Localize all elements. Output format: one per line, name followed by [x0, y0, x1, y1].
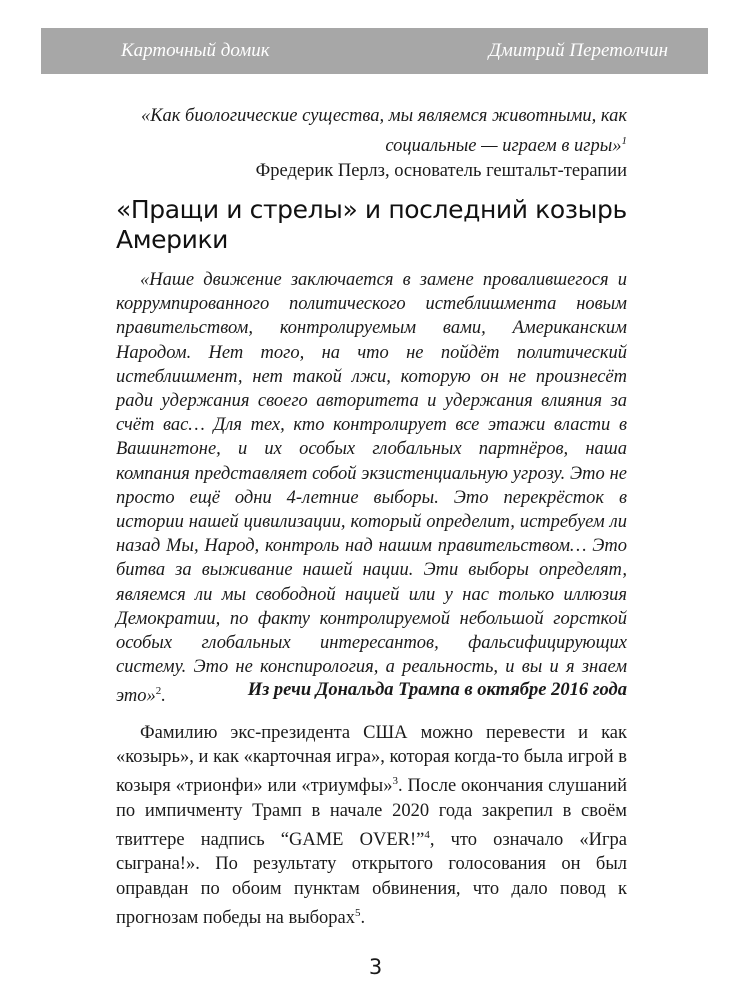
body-paragraph: [116, 721, 627, 930]
epigraph-quote-line: [100, 104, 627, 159]
header-book-title: Карточный домик: [121, 40, 270, 61]
body-segment-1: Фамилию экс-президента США можно перевести и как «козырь», и как «карточная игра», которая когда-то была игрой в козыря «трионфи» или «триумфы»: [116, 723, 627, 797]
body-segment-3: , что означало «Игра сыграна!». По результату открытого голосования он был оправдан по обоим пунктам обвинения, что дало повод к прогнозам победы на выборах: [116, 830, 627, 928]
footnote-ref-3: 3: [392, 775, 398, 788]
trump-quote-paragraph: [116, 268, 627, 709]
body-text: [116, 721, 627, 930]
page-number: 3: [368, 955, 383, 979]
quote-source: Из речи Дональда Трампа в октябре 2016 года: [247, 680, 627, 700]
trump-quote-footnote-ref: 2: [155, 685, 162, 698]
chapter-title: «Пращи и стрелы» и последний козырь Америки: [116, 195, 627, 254]
running-header: [41, 28, 708, 74]
footnote-ref-5: 5: [355, 906, 361, 919]
epigraph-quote: «Как биологические существа, мы являемся животными, как социальные — играем в игры»: [140, 106, 627, 157]
body-segment-2: . После окончания слушаний по импичменту Трамп в начале 2020 года закрепил в своём твиттере надпись “GAME OVER!”: [116, 776, 627, 851]
trump-quote-text: «Наше движение заключается в замене провалившегося и коррумпированного политического истеблишмента новым правительством, контролируемым вами, Американским Народом. Нет того, на что не пойдёт политический истеблишмент, нет такой лжи, которую он не произнесёт ради удержания своего авторитета и удержания влияния за счёт вас… Для тех, кто контролирует все этажи власти в Вашингтоне, и их особых глобальных партнёров, наша компания представляет собой экзистенциальную угрозу. Это не просто ещё одни 4-летние выборы. Это перекрёсток в истории нашей цивилизации, который определит, истребуем ли назад Мы, Народ, контроль над нашим правительством… Это битва за выживание нашей нации. Эти выборы определят, являемся ли мы свободной нацией или у нас только иллюзия Демократии, по факту контролируемой небольшой горсткой особых глобальных интересантов, фальсифицирующих систему. Это не конспирология, а реальность, и вы и я знаем это»: [116, 270, 627, 707]
trump-quote-end: .: [161, 686, 166, 707]
epigraph-attribution: Фредерик Перлз, основатель гештальт-терапии: [255, 161, 627, 182]
epigraph: [100, 104, 627, 184]
epigraph-footnote-ref: 1: [621, 135, 627, 147]
trump-quote: [116, 268, 627, 709]
header-author: Дмитрий Перетолчин: [488, 40, 668, 61]
body-segment-4: .: [360, 907, 366, 928]
footnote-ref-4: 4: [424, 828, 430, 841]
